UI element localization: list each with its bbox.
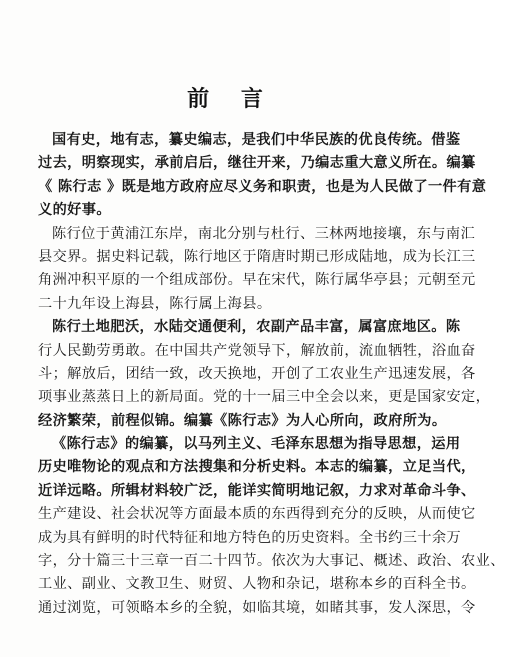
text-line: 二十九年设上海县，陈行属上海县。 [38,295,272,312]
text-line: 生产建设、社会状况等方面最本质的东西得到充分的反映，从而使它 [38,506,476,523]
text-line: 近详远略。所辑材料较广泛，能详实简明地记叙，力求对革命斗争、 [38,482,476,499]
text-line: 历史唯物论的观点和方法搜集和分析史料。本志的编纂，立足当代， [38,459,476,476]
text-line: 陈行位于黄浦江东岸，南北分别与杜行、三林两地接壤，东与南汇 [52,225,476,242]
text-line: 《陈行志》的编纂，以马列主义、毛泽东思想为指导思想，运用 [52,436,461,453]
text-line: 陈行土地肥沃，水陆交通便利，农副产品丰富，属富庶地区。陈 [52,319,461,336]
text-line: 斗；解放后，团结一致，改天换地，开创了工农业生产迅速发展，各 [38,365,476,382]
text-line: 成为具有鲜明的时代特征和地方特色的历史资料。全书约三十余万 [38,529,462,546]
page-title: 前 言 [187,86,275,112]
text-line: 字，分十篇三十三章一百二十四节。依次为大事记、概述、政治、农业、 [38,553,505,570]
text-line: 角洲冲积平原的一个组成部份。早在宋代，陈行属华亭县；元朝至元 [38,272,476,289]
text-line: 县交界。据史料记载，陈行地区于隋唐时期已形成陆地，成为长江三 [38,248,476,265]
text-line: 经济繁荣，前程似锦。编纂《陈行志》为人心所向，政府所为。 [38,412,447,429]
text-line: 过去，明察现实，承前启后，继往开来，乃编志重大意义所在。编纂 [38,155,476,172]
text-line: 义的好事。 [38,202,111,219]
text-line: 《 陈行志 》既是地方政府应尽义务和职责，也是为人民做了一件有意 [38,178,487,195]
text-line: 项事业蒸蒸日上的新局面。党的十一届三中全会以来，更是国家安定， [38,389,491,406]
text-line: 国有史，地有志，纂史编志，是我们中华民族的优良传统。借鉴 [52,132,461,148]
text-line: 行人民勤劳勇敢。在中国共产党领导下，解放前，流血牺牲，浴血奋 [38,342,476,359]
preface-body [38,129,505,620]
text-line: 工业、副业、文教卫生、财贸、人物和杂记，堪称本乡的百科全书。 [38,576,476,593]
text-line: 通过浏览，可领略本乡的全貌，如临其境，如睹其事，发人深思，令 [38,599,476,616]
